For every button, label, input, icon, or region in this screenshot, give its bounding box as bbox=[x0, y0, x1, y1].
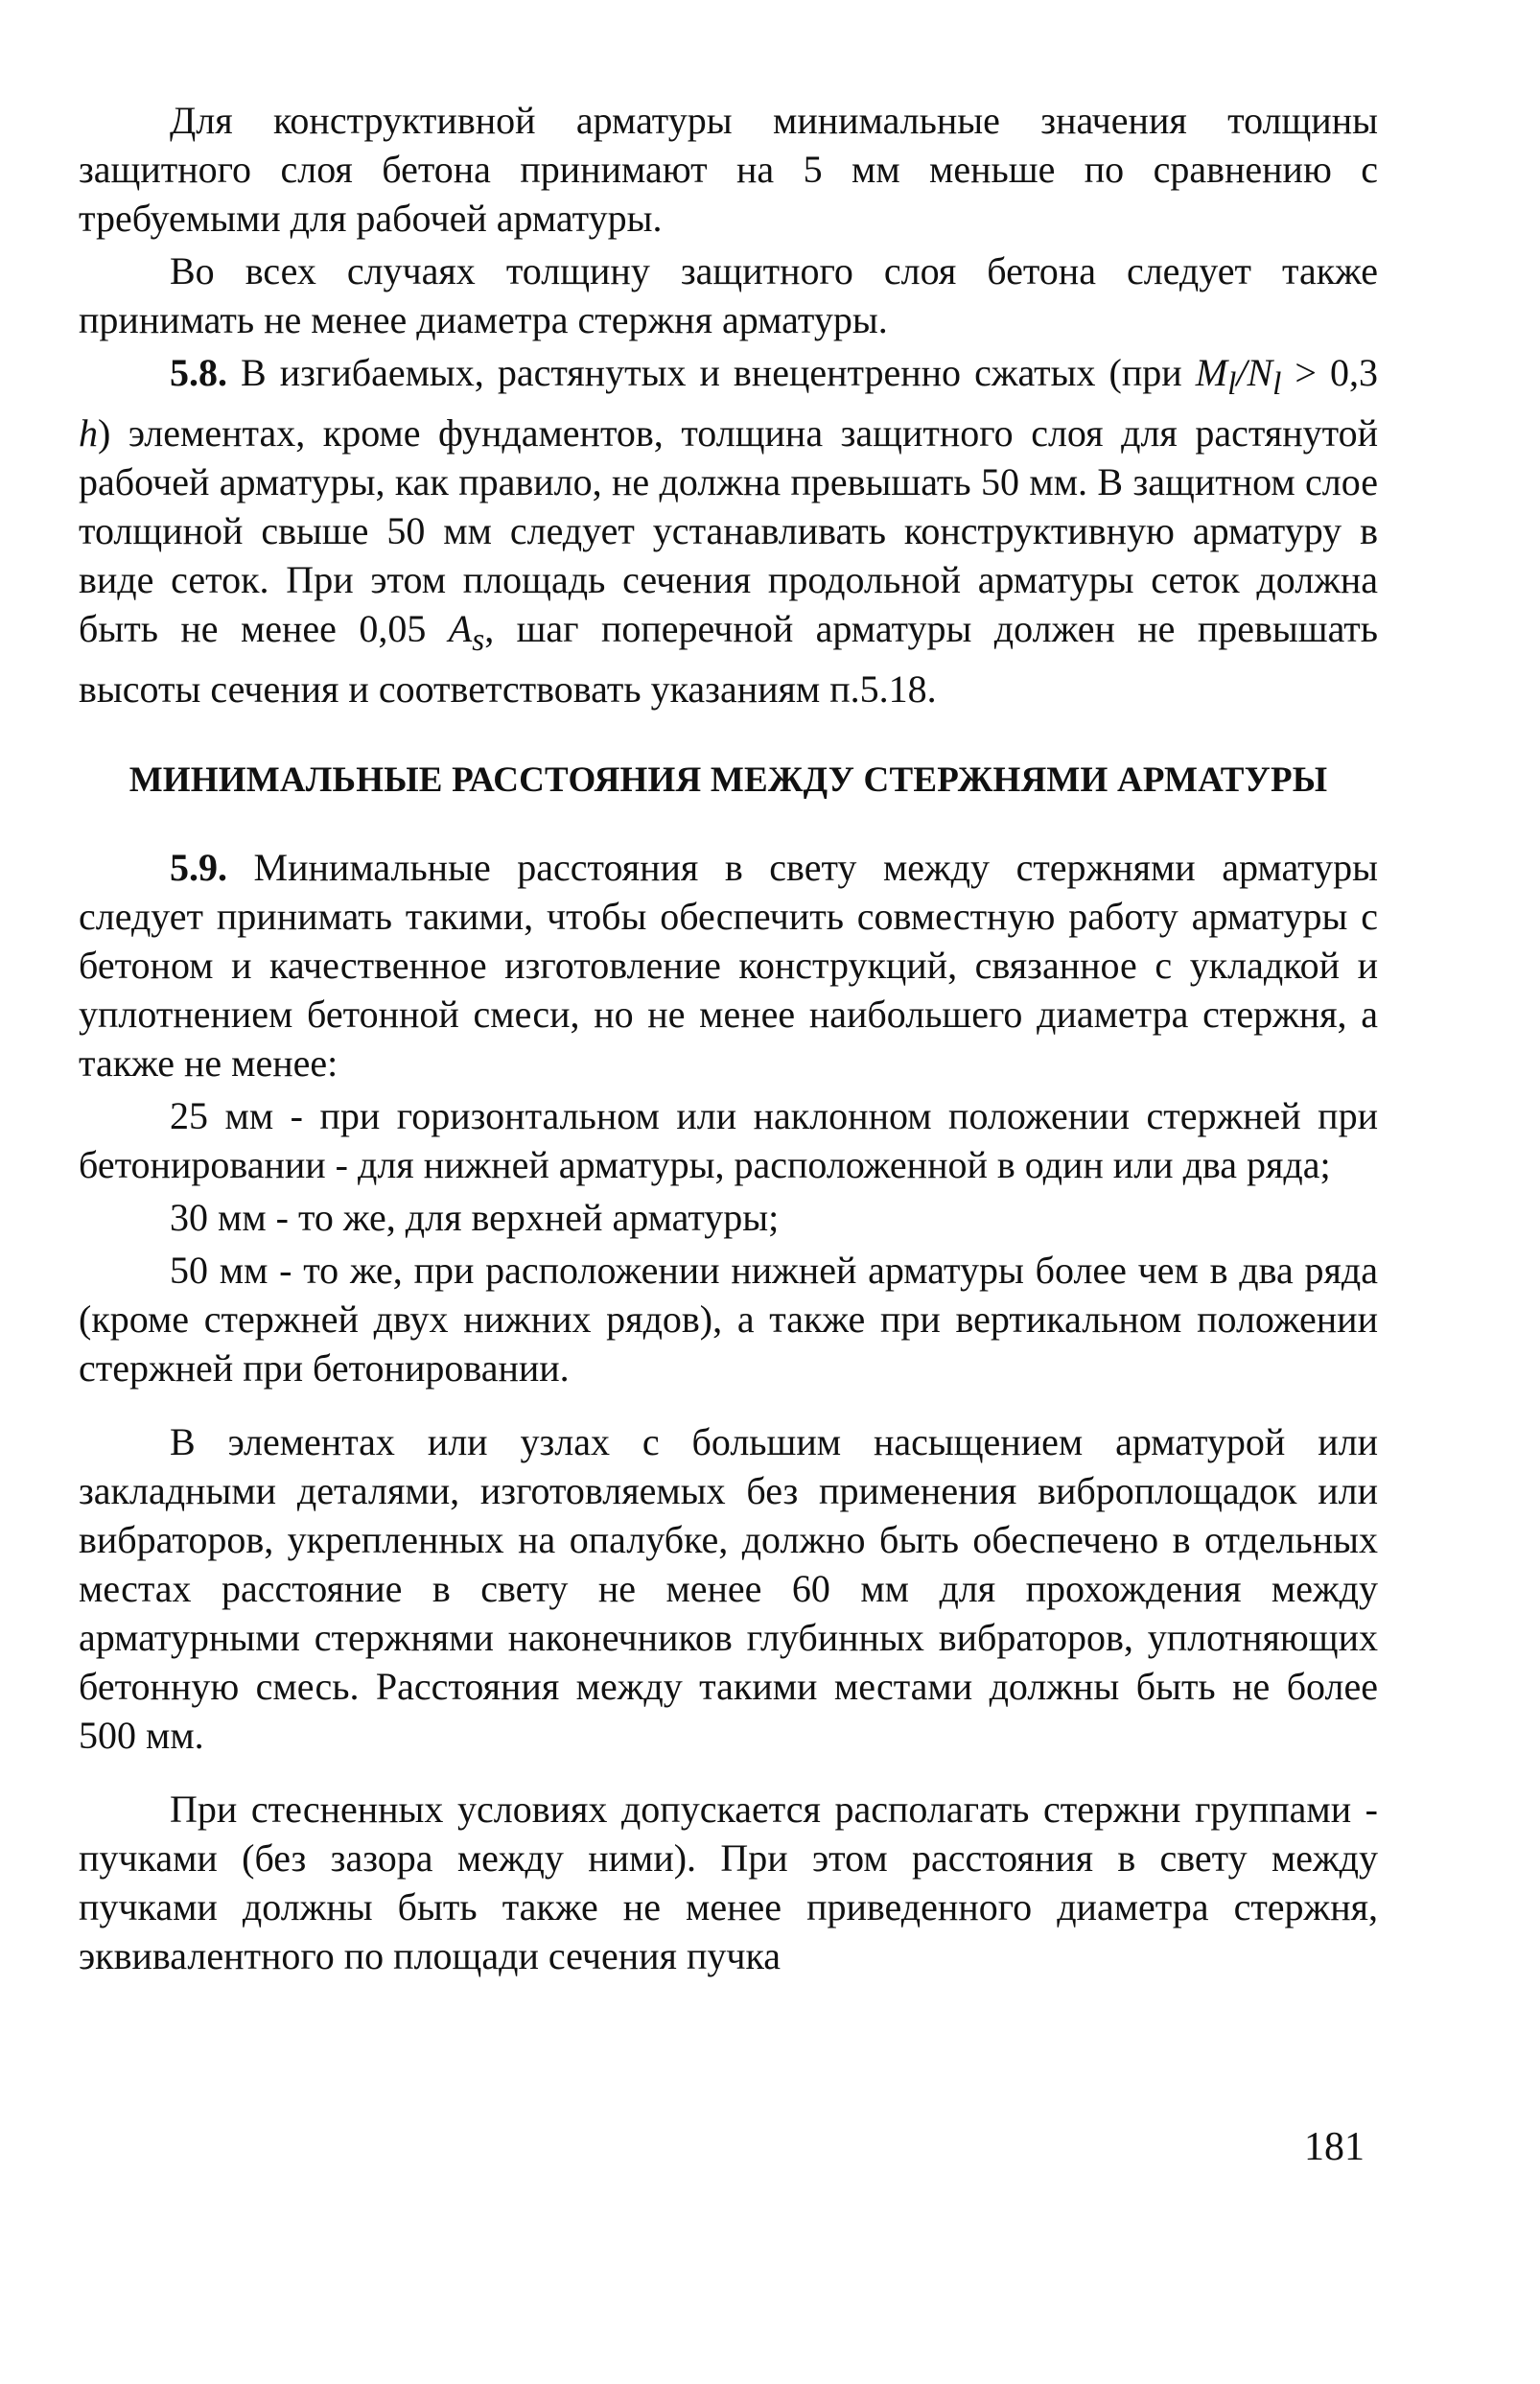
paragraph-constructive-reinforcement: Для конструктивной арматуры минимальные значения толщины защитного слоя бетона принимают на 5 мм меньше по сравнению с требуемыми для рабочей арматуры. bbox=[79, 99, 1378, 240]
formula-slash-n: /N bbox=[1236, 351, 1273, 394]
paragraph-5-8 bbox=[79, 348, 1378, 713]
symbol-as-sub: s bbox=[472, 622, 485, 658]
document-page bbox=[79, 96, 1378, 1980]
formula-gt: > 0,3 bbox=[1281, 351, 1378, 394]
formula-h: h bbox=[79, 411, 98, 455]
formula-sub-l-2: l bbox=[1272, 366, 1282, 402]
page-number: 181 bbox=[1304, 2125, 1365, 2169]
paragraph-30mm: 30 мм - то же, для верхней арматуры; bbox=[170, 1196, 780, 1239]
clause-number-5-9: 5.9. bbox=[170, 846, 227, 889]
clause-number-5-8: 5.8. bbox=[170, 351, 227, 394]
paragraph-5-8-text-b: ) элементах, кроме фундаментов, толщина защитного слоя для растянутой рабочей арматуры, как правило, не должна превышать 50 мм. В защитном слое толщиной свыше 50 мм следует устанавливать конструктивную арматуру в виде сеток. При этом площадь сечения продольной арматуры сеток должна быть не менее 0,05 bbox=[79, 411, 1378, 650]
paragraph-bundles: При стесненных условиях допускается располагать стержни группами - пучками (без зазора между ними). При этом расстояния в свету между пучками должны быть также не менее приведенного диаметра стержня, эквивалентного по площади сечения пучка bbox=[79, 1788, 1378, 1977]
paragraph-cover-thickness: Во всех случаях толщину защитного слоя бетона следует также принимать не менее диаметра стержня арматуры. bbox=[79, 249, 1378, 341]
paragraph-5-9-text: Минимальные расстояния в свету между стержнями арматуры следует принимать такими, чтобы обеспечить совместную работу арматуры с бетоном и качественное изготовление конструкций, связанное с укладкой и уплотнением бетонной смеси, но не менее наибольшего диаметра стержня, а также не менее: bbox=[79, 846, 1378, 1085]
formula-sub-l-1: l bbox=[1227, 366, 1237, 402]
paragraph-50mm: 50 мм - то же, при расположении нижней арматуры более чем в два ряда (кроме стержней двух нижних рядов), а также при вертикальном положении стержней при бетонировании. bbox=[79, 1249, 1378, 1390]
formula-m: M bbox=[1195, 351, 1228, 394]
paragraph-dense-reinforcement: В элементах или узлах с большим насыщением арматурой или закладными деталями, изготовляемых без применения виброплощадок или вибраторов, укрепленных на опалубке, должно быть обеспечено в отдельных местах расстояние в свету не менее 60 мм для прохождения между арматурными стержнями наконечников глубинных вибраторов, уплотняющих бетонную смесь. Расстояния между такими местами должны быть не более 500 мм. bbox=[79, 1420, 1378, 1757]
paragraph-5-9 bbox=[79, 843, 1378, 1087]
paragraph-5-8-text-c: , шаг поперечной арматуры должен не превышать высоты сечения и соответствовать указаниям п.5.18. bbox=[79, 607, 1379, 711]
symbol-as: A bbox=[448, 607, 473, 650]
section-heading: МИНИМАЛЬНЫЕ РАССТОЯНИЯ МЕЖДУ СТЕРЖНЯМИ АРМАТУРЫ bbox=[128, 760, 1328, 800]
paragraph-5-8-text-a: В изгибаемых, растянутых и внецентренно сжатых (при bbox=[227, 351, 1196, 394]
paragraph-25mm: 25 мм - при горизонтальном или наклонном положении стержней при бетонировании - для нижней арматуры, расположенной в один или два ряда; bbox=[79, 1094, 1378, 1186]
